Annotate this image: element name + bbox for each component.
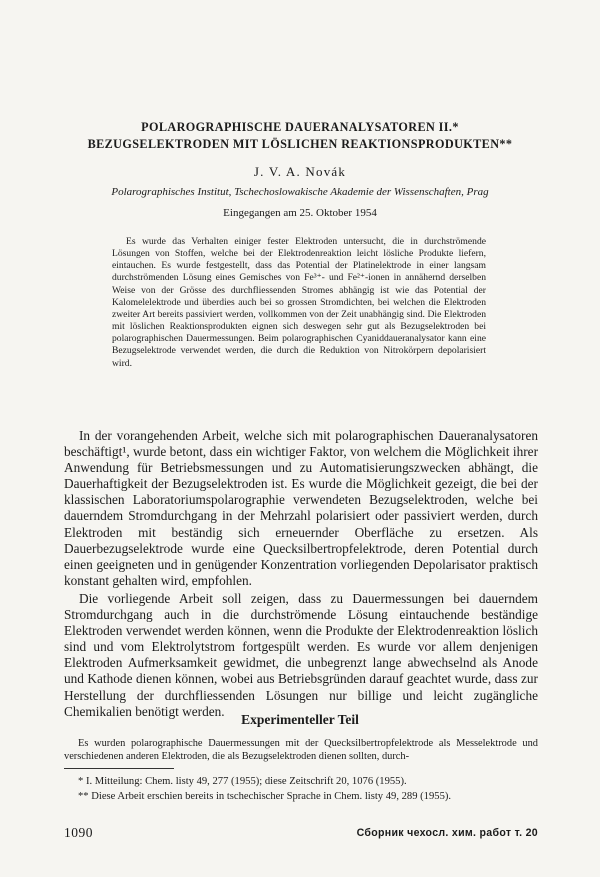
footnote-rule (64, 768, 174, 769)
abstract: Es wurde das Verhalten einiger fester Elektroden untersucht, die in durchströmende Lösungen von Stoffen, welche bei der Elektrodenreaktion leicht lösliche Produkte liefern, eintauchen. Es wurde festgestellt, dass das Potential der Platinelektrode in einer langsam durchströmenden Lösung eines Gemisches von Fe³⁺- und Fe²⁺-ionen in annähernd derselben Weise von der Grösse des durchfliessenden Stromes abhängig ist wie das Potential der Kalomelelektrode und überdies auch bei so grossen Stromdichten, bei welchen die Elektroden zweiter Art bereits passiviert werden, vollkommen von der Zeit unabhängig sind. Die Elektroden mit löslichen Reaktionsprodukten eignen sich deswegen sehr gut als Bezugselektroden bei polarographischen Dauermessungen. Beim polarographischen Cyaniddaueranalysator kann eine Bezugselektrode verwendet werden, die durch die Reduktion von Nitrokörpern depolarisiert wird. (112, 236, 486, 369)
section-heading: Experimenteller Teil (241, 712, 359, 727)
page-number: 1090 (64, 825, 93, 840)
title-line-1: POLAROGRAPHISCHE DAUERANALYSATOREN II.* (141, 120, 459, 134)
received-date: Eingegangen am 25. Oktober 1954 (223, 207, 377, 219)
journal-name: Сборник чехосл. хим. работ т. 20 (356, 827, 538, 839)
paragraph-1: In der vorangehenden Arbeit, welche sich mit polarographischen Daueranalysatoren beschäftigt¹, wurde betont, dass ein wichtiger Faktor, von welchem die Möglichkeit ihrer Anwendung für Betriebsmessungen und zu Automatisierungszwecken abhängt, die Dauerhaftigkeit der Bezugselektroden ist. Es wurde die Möglichkeit gezeigt, die bei der klassischen Laboratoriumspolarographie verwendeten Bezugselektroden, welche bei dauerndem Stromdurchgang in der Mehrzahl polarisiert oder passiviert werden, durch Elektroden mit beständig sich erneuernder Oberfläche zu ersetzen. Als Dauerbezugselektrode wurde eine Quecksilbertropfelektrode, deren Potential durch einen geeigneten und in genügender Konzentration vorliegenden Depolarisator praktisch konstant gehalten wird, empfohlen. (64, 428, 538, 588)
paragraph-2: Die vorliegende Arbeit soll zeigen, dass zu Dauermessungen bei dauerndem Stromdurchgang auch in die durchströmende Lösung eintauchende beständige Elektroden verwendet werden können, wenn die Produkte der Elektrodenreaktion löslich sind und vom Elektrolytstrom fortgespült werden. Es wurde vor allem denjenigen Elektroden Aufmerksamkeit gewidmet, die unbegrenzt lange abwechselnd als Anode und Kathode dienen können, wobei aus Betriebsgründen darauf geachtet wurde, dass zur Herstellung der durchfliessenden Lösungen nur billige und leicht zugängliche Chemikalien benötigt werden. (64, 591, 538, 719)
footnote-2: ** Diese Arbeit erschien bereits in tschechischer Sprache in Chem. listy 49, 289 (1955). (78, 791, 452, 802)
paragraph-3: Es wurden polarographische Dauermessungen mit der Quecksilbertropfelektrode als Messelektrode und verschiedenen anderen Elektroden, die als Bezugselektroden dienen sollten, durch- (64, 738, 538, 763)
author: J. V. A. Novák (253, 164, 347, 179)
footnote-1: * I. Mitteilung: Chem. listy 49, 277 (1955); diese Zeitschrift 20, 1076 (1955). (78, 776, 407, 787)
title-line-2: BEZUGSELEKTRODEN MIT LÖSLICHEN REAKTIONSPRODUKTEN** (87, 137, 513, 151)
affiliation: Polarographisches Institut, Tschechoslowakische Akademie der Wissenschaften, Prag (111, 186, 489, 198)
